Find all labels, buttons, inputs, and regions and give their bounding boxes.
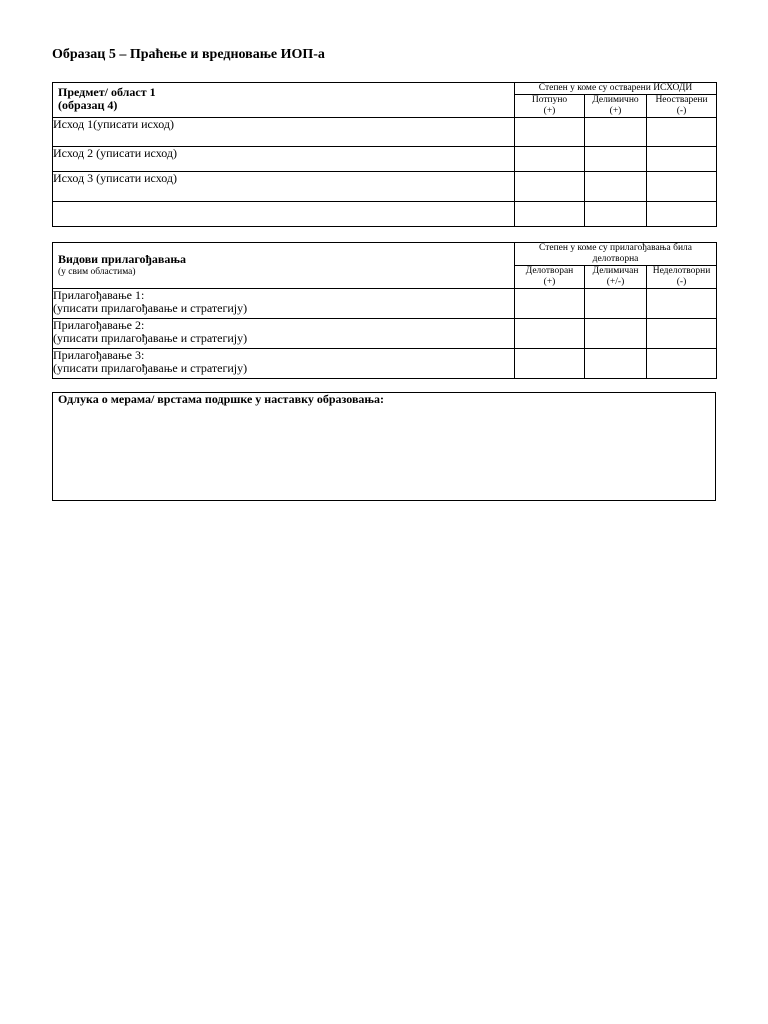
rating-cell[interactable] — [515, 289, 585, 319]
decision-label: Одлука о мерама/ врстама подршке у наставку образовања: — [58, 392, 384, 406]
col-header-ineffective: Неделотворни (-) — [647, 266, 717, 289]
rating-cell[interactable] — [585, 349, 647, 379]
rating-cell[interactable] — [647, 289, 717, 319]
adaptations-heading: Видови прилагођавања — [58, 251, 186, 266]
subject-header-cell — [53, 83, 515, 118]
adaptations-header-cell — [53, 243, 515, 289]
col-header-fully: Потпуно (+) — [515, 95, 585, 118]
col-header-effective: Делотворан (+) — [515, 266, 585, 289]
rating-cell[interactable] — [647, 118, 717, 147]
outcomes-group-header: Степен у коме су остварени ИСХОДИ — [515, 83, 717, 95]
adaptation-row-label: Прилагођавање 3: (уписати прилагођавање и стратегију) — [53, 349, 515, 379]
rating-cell[interactable] — [585, 289, 647, 319]
rating-cell[interactable] — [585, 202, 647, 227]
outcome-row-label: Исход 3 (уписати исход) — [53, 172, 515, 202]
rating-cell[interactable] — [585, 118, 647, 147]
rating-cell[interactable] — [515, 202, 585, 227]
outcome-row-label[interactable] — [53, 202, 515, 227]
adaptations-table — [52, 242, 717, 379]
rating-cell[interactable] — [647, 202, 717, 227]
adaptations-subheading: (у свим областима) — [58, 266, 136, 277]
rating-cell[interactable] — [647, 147, 717, 172]
adaptations-group-header: Степен у коме су прилагођавања била делотворна — [515, 243, 717, 266]
col-header-partially: Делимично (+) — [585, 95, 647, 118]
outcome-row-label: Исход 1(уписати исход) — [53, 118, 515, 147]
rating-cell[interactable] — [515, 349, 585, 379]
rating-cell[interactable] — [585, 319, 647, 349]
rating-cell[interactable] — [585, 172, 647, 202]
rating-cell[interactable] — [647, 319, 717, 349]
outcomes-table — [52, 82, 717, 227]
page-title: Образац 5 – Праћење и вредновање ИОП-а — [52, 47, 325, 62]
col-header-not-achieved: Неостварени (-) — [647, 95, 717, 118]
rating-cell[interactable] — [647, 172, 717, 202]
rating-cell[interactable] — [515, 118, 585, 147]
adaptation-row-label: Прилагођавање 2: (уписати прилагођавање и стратегију) — [53, 319, 515, 349]
subject-form-ref: (образац 4) — [58, 98, 118, 112]
adaptation-row-label: Прилагођавање 1: (уписати прилагођавање и стратегију) — [53, 289, 515, 319]
rating-cell[interactable] — [585, 147, 647, 172]
decision-box[interactable] — [52, 392, 716, 501]
rating-cell[interactable] — [515, 147, 585, 172]
outcome-row-label: Исход 2 (уписати исход) — [53, 147, 515, 172]
rating-cell[interactable] — [515, 319, 585, 349]
rating-cell[interactable] — [647, 349, 717, 379]
rating-cell[interactable] — [515, 172, 585, 202]
col-header-partial: Делимичан (+/-) — [585, 266, 647, 289]
subject-label: Предмет/ област 1 — [58, 85, 156, 99]
